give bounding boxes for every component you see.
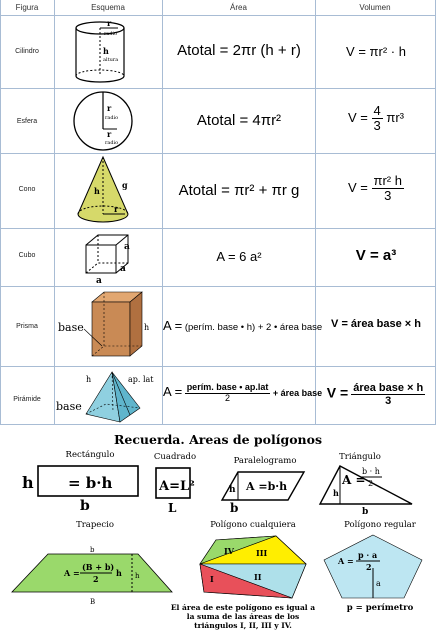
triangle-den: 2 xyxy=(368,479,374,488)
square-formula: A=L² xyxy=(159,479,195,494)
parallelogram-formula: A =b·h xyxy=(246,480,288,493)
label-r: r xyxy=(107,103,112,113)
label-III: III xyxy=(256,548,268,558)
label-base: base xyxy=(56,400,82,413)
label-r: r xyxy=(114,204,119,214)
figure-name: Cilindro xyxy=(15,48,39,55)
label-g: g xyxy=(122,180,128,190)
label-b: b xyxy=(230,501,239,514)
area-main: (perím. base • h) + 2 • área base xyxy=(184,322,323,333)
regular-den: 2 xyxy=(366,562,372,572)
label-B: B xyxy=(90,598,96,606)
label-aplat: ap. lat xyxy=(128,375,154,384)
label-a: a xyxy=(376,579,381,588)
trapezoid-title: Trapecio xyxy=(76,520,114,530)
trapezoid-den: 2 xyxy=(93,574,99,584)
volume-formula xyxy=(316,104,436,134)
trapezoid-post: h xyxy=(116,568,122,578)
area-formula xyxy=(163,382,323,404)
denominator: 2 xyxy=(225,392,231,403)
polygon-title: Polígono cualquiera xyxy=(210,520,296,530)
label-II: II xyxy=(254,572,262,582)
figure-name: Pirámide xyxy=(13,396,41,403)
denominator: 3 xyxy=(373,118,381,134)
volume-formula xyxy=(316,174,436,204)
square-title: Cuadrado xyxy=(153,452,197,462)
label-I: I xyxy=(210,574,214,584)
numerator: 4 xyxy=(373,103,381,118)
volume-pre: V = xyxy=(326,384,349,401)
denominator: 3 xyxy=(384,188,392,204)
areas-title: Recuerda. Areas de polígonos xyxy=(113,432,322,447)
area-formula: Atotal = 2πr (h + r) xyxy=(177,42,301,59)
label-h: h xyxy=(86,375,92,384)
parallelogram-title: Paralelogramo xyxy=(233,456,297,466)
label-b: b xyxy=(362,507,369,516)
figure-name: Cubo xyxy=(18,252,36,259)
trapezoid-num: (B + b) xyxy=(82,562,115,572)
rectangle-formula: = b·h xyxy=(68,474,113,492)
parallelogram-diagram xyxy=(218,468,310,514)
label-h: h xyxy=(229,485,236,495)
trapezoid-formula-pre: A = xyxy=(64,568,80,578)
label-radio: radio xyxy=(104,31,118,37)
volume-formula: V = a³ xyxy=(355,247,397,264)
label-radio: radio xyxy=(105,140,119,146)
label-a: a xyxy=(124,242,130,252)
regular-polygon-diagram xyxy=(318,532,428,602)
numerator: perím. base • ap.lat xyxy=(186,382,269,392)
label-h: h xyxy=(144,323,150,332)
header-area: Área xyxy=(230,3,247,12)
volume-formula xyxy=(316,382,436,407)
cone-diagram xyxy=(70,154,150,228)
label-h: h xyxy=(103,46,109,56)
area-pre: A = xyxy=(163,383,183,399)
area-formula: Atotal = 4πr² xyxy=(196,112,282,129)
prism-diagram xyxy=(56,288,160,366)
sphere-diagram xyxy=(72,89,142,153)
label-r: r xyxy=(107,18,112,28)
label-a: a xyxy=(96,276,102,286)
label-base: base xyxy=(58,321,84,334)
figure-name: Prisma xyxy=(16,323,38,330)
rectangle-title: Rectángulo xyxy=(65,450,115,460)
fraction xyxy=(185,383,271,404)
header-esquema: Esquema xyxy=(91,3,125,12)
fraction xyxy=(372,104,383,134)
perimeter-label: p = perímetro xyxy=(346,603,414,613)
triangle-diagram xyxy=(316,462,416,516)
area-pre: A = xyxy=(163,318,183,333)
label-h: h xyxy=(135,572,140,580)
label-h: h xyxy=(333,488,339,498)
volume-formula: V = área base × h xyxy=(331,318,421,330)
area-formula: A = 6 a² xyxy=(216,249,262,264)
label-b: b xyxy=(90,546,95,554)
label-IV: IV xyxy=(224,546,234,556)
volume-pre: V = xyxy=(348,110,368,126)
numerator: πr² h xyxy=(373,173,402,188)
figure-name: Cono xyxy=(18,186,36,193)
header-volumen: Volumen xyxy=(359,3,391,12)
label-radio: radio xyxy=(105,115,119,121)
regular-polygon-title: Polígono regular xyxy=(344,520,416,530)
header-figura: Figura xyxy=(15,3,39,12)
label-b: b xyxy=(80,498,90,512)
pyramid-diagram xyxy=(56,368,160,424)
label-altura: altura xyxy=(103,57,119,63)
volume-formula: V = πr² · h xyxy=(346,44,406,59)
label-r: r xyxy=(107,129,112,139)
polygon-diagram xyxy=(196,534,311,602)
denominator: 3 xyxy=(385,395,392,408)
cylinder-diagram xyxy=(60,16,160,88)
triangle-title: Triángulo xyxy=(339,452,381,462)
rectangle-diagram xyxy=(20,462,150,512)
trapezoid-diagram xyxy=(8,546,178,610)
label-h: h xyxy=(22,473,34,492)
fraction xyxy=(351,382,425,407)
area-formula xyxy=(163,318,323,333)
area-formula: Atotal = πr² + πr g xyxy=(178,182,300,199)
numerator: área base × h xyxy=(353,382,424,394)
polygon-note: El área de este polígono es igual a la suma de las áreas de los triángulos I, II, III y IV. xyxy=(170,603,316,630)
fraction xyxy=(372,174,404,204)
triangle-formula-pre: A = xyxy=(342,473,366,487)
regular-num: p · a xyxy=(358,550,378,560)
square-diagram xyxy=(152,466,202,514)
volume-post: πr³ xyxy=(386,110,404,126)
label-L: L xyxy=(168,501,177,514)
triangle-num: b · h xyxy=(362,467,380,476)
cube-diagram xyxy=(84,229,144,286)
volume-pre: V = xyxy=(348,180,368,196)
label-a: a xyxy=(120,264,126,274)
label-h: h xyxy=(94,186,100,196)
figure-name: Esfera xyxy=(16,118,38,125)
regular-formula-pre: A = xyxy=(338,556,354,566)
area-post: + área base xyxy=(272,387,323,398)
